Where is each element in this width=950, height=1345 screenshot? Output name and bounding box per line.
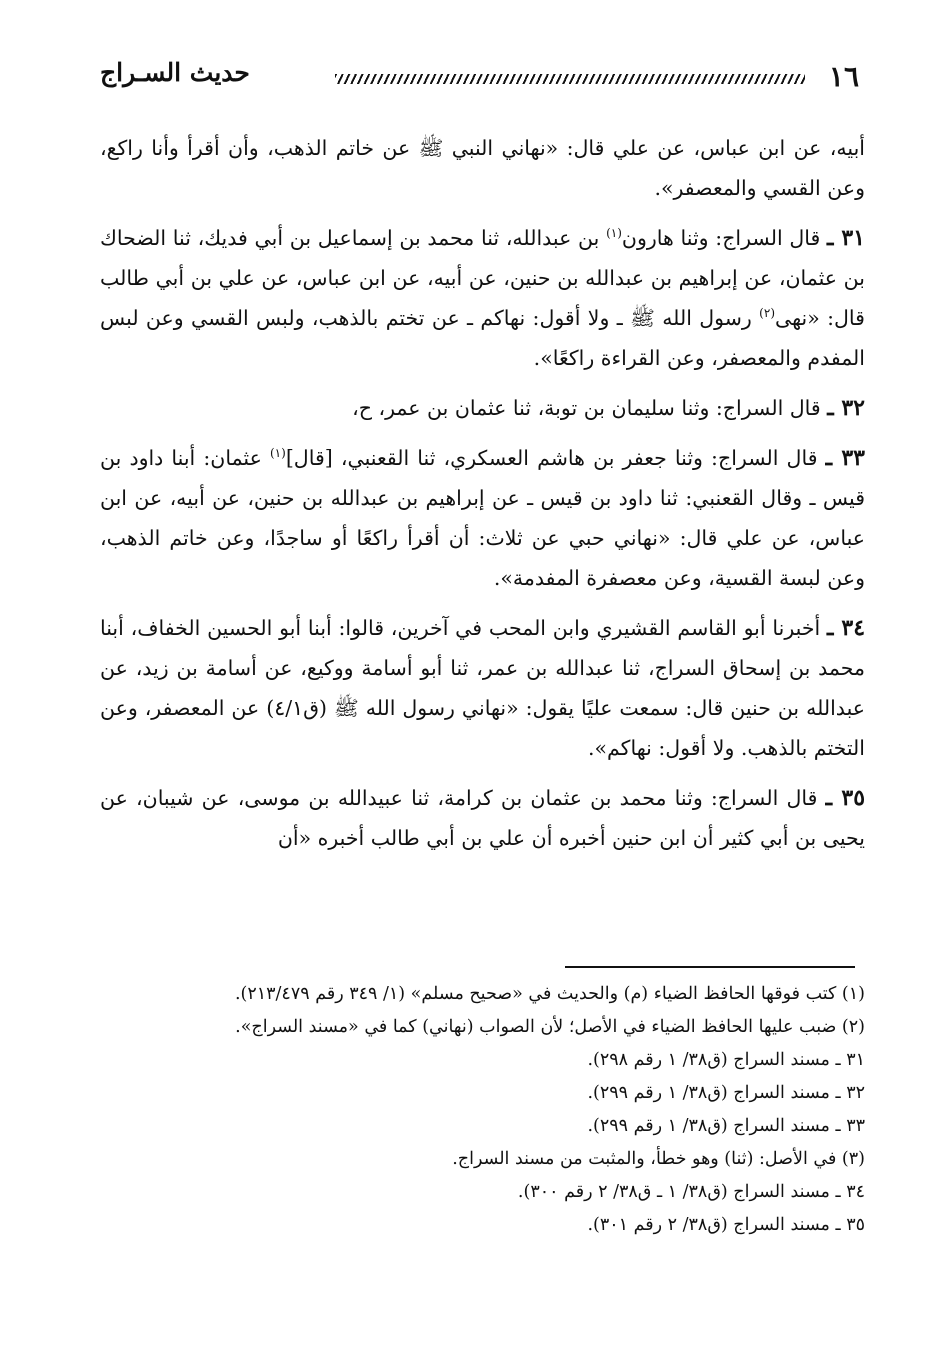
footnote: ٣٤ ـ مسند السراج (ق٣٨/ ١ ـ ق٣٨/ ٢ رقم ٣٠٠). (517, 1182, 865, 1202)
hadith-number: ٣٤ ـ (826, 615, 866, 641)
footnote: ٣٢ ـ مسند السراج (ق٣٨/ ١ رقم ٢٩٩). (587, 1083, 865, 1103)
running-title: حديث السـراج (100, 58, 250, 87)
paragraph-text: قال السراج: وثنا سليمان بن توبة، ثنا عثمان بن عمر، ح، (352, 396, 828, 420)
hadith-34 (100, 608, 865, 768)
main-text (100, 128, 865, 868)
hadith-32 (100, 388, 865, 428)
footnote: (٢) ضبب عليها الحافظ الضياء في الأصل؛ لأن الصواب (نهاني) كما في «مسند السراج». (235, 1017, 865, 1037)
header-hatch-rule (335, 74, 805, 84)
footnote-marker: (١) (269, 446, 286, 461)
paragraph-text: رسول الله ﷺ ـ ولا أقول: نهاكم ـ عن تختم بالذهب، ولبس القسي وعن لبس المفدم والمعصفر، وعن القراءة راكعًا». (100, 306, 865, 370)
hadith-number: ٣١ ـ (827, 225, 865, 251)
paragraph-text: قال السراج: وثنا محمد بن عثمان بن كرامة، ثنا عبيدالله بن موسى، عن شيبان، عن يحيى بن أبي كثير أن ابن حنين أخبره أن علي بن أبي طالب أخبره «أن (100, 786, 865, 850)
paragraph-text: قال السراج: وثنا جعفر بن هاشم العسكري، ثنا القعنبي، [قال] (285, 446, 826, 470)
page-number: ١٦ (828, 60, 859, 93)
footnote-marker: (٢) (759, 306, 775, 321)
page-header (100, 58, 865, 98)
hadith-number: ٣٢ ـ (827, 395, 865, 421)
paragraph-text: أخبرنا أبو القاسم القشيري وابن المحب في آخرين، قالوا: أبنا أبو الحسين الخفاف، أبنا محمد بن إسحاق السراج، ثنا عبدالله بن عمر، ثنا أبو أسامة ووكيع، عن أسامة بن زيد، عن عبدالله بن حنين قال: سمعت عليًا يقول: «نهاني رسول الله ﷺ (ق٤/١) عن المعصفر، وعن التختم بالذهب. ولا أقول: نهاكم». (100, 616, 865, 760)
paragraph-text: قال السراج: وثنا هارون (621, 226, 828, 250)
hadith-31 (100, 218, 865, 378)
hadith-33 (100, 438, 865, 598)
paragraph-text: بن عبدالله، ثنا محمد بن إسماعيل بن أبي فديك، ثنا الضحاك بن عثمان، عن إبراهيم بن عبدالله بن حنين، عن أبيه، عن ابن عباس، عن علي بن أبي طالب قال: «نهى (100, 226, 865, 330)
hadith-number: ٣٥ ـ (825, 785, 866, 811)
hadith-number: ٣٣ ـ (825, 445, 865, 471)
footnote: (١) كتب فوقها الحافظ الضياء (م) والحديث في «صحيح مسلم» (١/ ٣٤٩ رقم ٢١٣/٤٧٩). (234, 984, 865, 1004)
footnote: ٣١ ـ مسند السراج (ق٣٨/ ١ رقم ٢٩٨). (587, 1050, 865, 1070)
footnote: ٣٥ ـ مسند السراج (ق٣٨/ ٢ رقم ٣٠١). (587, 1215, 865, 1235)
footnotes (100, 978, 865, 1242)
paragraph-text: أبيه، عن ابن عباس، عن علي قال: «نهاني النبي ﷺ عن خاتم الذهب، وأن أقرأ وأنا راكع، وعن القسي والمعصفر». (100, 136, 865, 200)
paragraph (100, 128, 865, 208)
footnote-separator (565, 966, 855, 968)
paragraph-text: عثمان: أبنا داود بن قيس ـ وقال القعنبي: ثنا داود بن قيس ـ عن إبراهيم بن عبدالله بن حنين، عن أبيه، عن ابن عباس، عن علي قال: «نهاني حبي عن ثلاث: أن أقرأ راكعًا أو ساجدًا، وعن خاتم الذهب، وعن لبسة القسية، وعن معصفرة المفدمة». (100, 446, 865, 590)
footnote-marker: (١) (606, 226, 622, 241)
footnote: (٣) في الأصل: (ثنا) وهو خطأ، والمثبت من مسند السراج. (452, 1149, 865, 1169)
hadith-35 (100, 778, 865, 858)
footnote: ٣٣ ـ مسند السراج (ق٣٨/ ١ رقم ٢٩٩). (587, 1116, 865, 1136)
